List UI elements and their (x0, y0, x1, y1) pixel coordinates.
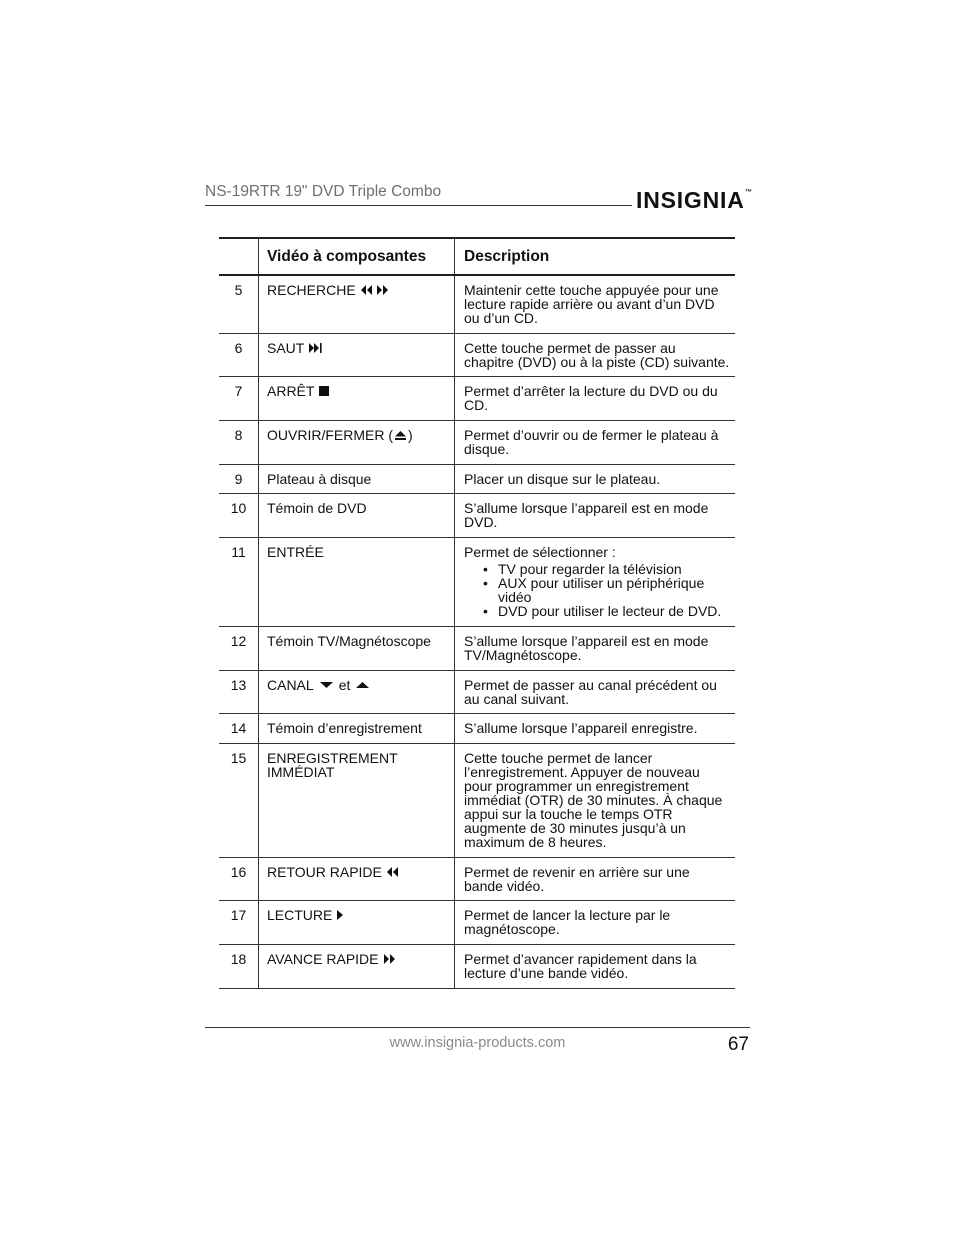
table-row (219, 276, 735, 334)
fast-forward-icon (377, 285, 388, 295)
play-icon (337, 910, 343, 920)
table-row (219, 671, 735, 715)
skip-next-icon (309, 343, 322, 353)
stop-icon (319, 386, 329, 396)
description: Cette touche permet de passer au chapitre (DVD) ou à la piste (CD) suivante. (454, 334, 735, 377)
item-number: 6 (234, 339, 243, 356)
label-text: RECHERCHE (267, 282, 356, 298)
item-number: 8 (234, 427, 243, 444)
item-number: 18 (230, 950, 247, 967)
table-body (219, 276, 735, 989)
description: Placer un disque sur le plateau. (454, 465, 735, 494)
footer-url: www.insignia-products.com (389, 1035, 566, 1051)
label-text: Plateau à disque (267, 470, 372, 487)
bullet-item: • TV pour regarder la télévision (498, 562, 731, 576)
description: Cette touche permet de lancer l’enregistrement. Appuyer de nouveau pour programmer un enregistrement immédiat (OTR) de 30 minutes. À chaque appui sur la touche le temps OTR augmente de 30 minutes jusqu’à un maximum de 8 heures. (454, 744, 735, 857)
item-number: 15 (230, 749, 247, 766)
description: S’allume lorsque l’appareil est en mode DVD. (454, 494, 735, 537)
label-text: AVANCE RAPIDE (267, 950, 379, 967)
label-text: ENREGISTREMENT IMMÉDIAT (267, 749, 398, 780)
description: S’allume lorsque l’appareil enregistre. (454, 714, 735, 743)
channel-up-icon (356, 682, 369, 688)
label-text: et (338, 676, 351, 693)
description-intro: Permet de sélectionner : (464, 544, 616, 561)
channel-down-icon (320, 682, 333, 688)
header-component: Vidéo à composantes (258, 239, 454, 274)
table-row (219, 945, 735, 989)
label-text: ) (408, 427, 413, 444)
item-number: 9 (234, 470, 243, 487)
label-text: RETOUR RAPIDE (267, 863, 382, 880)
label-text: LECTURE (267, 907, 333, 924)
rewind-icon (361, 285, 372, 295)
header-description: Description (454, 239, 735, 274)
table-row (219, 744, 735, 858)
component-label (258, 494, 454, 537)
header-number-cell (219, 239, 258, 274)
component-label (258, 276, 454, 333)
document-title: NS-19RTR 19" DVD Triple Combo (205, 183, 442, 200)
fast-forward-icon (384, 954, 395, 964)
description: S’allume lorsque l’appareil est en mode TV/Magnétoscope. (454, 627, 735, 670)
item-number: 17 (230, 907, 247, 924)
item-number: 12 (230, 632, 247, 649)
brand-logo: INSIGNIA (636, 187, 745, 213)
page-number: 67 (727, 1034, 749, 1055)
trademark-mark: ™ (745, 189, 752, 196)
item-number: 11 (231, 544, 246, 561)
components-table (219, 237, 735, 989)
label-text: Témoin d’enregistrement (267, 720, 422, 737)
component-label (258, 945, 454, 988)
bullet-item: • DVD pour utiliser le lecteur de DVD. (498, 604, 731, 618)
description (454, 538, 735, 626)
description: Permet de lancer la lecture par le magnétoscope. (454, 901, 735, 944)
rewind-icon (387, 867, 398, 877)
table-row (219, 627, 735, 671)
bullet-item: • AUX pour utiliser un périphérique vidéo (498, 576, 731, 604)
label-text: SAUT (267, 339, 305, 356)
component-label (258, 627, 454, 670)
bullet-list (464, 562, 731, 618)
item-number: 13 (230, 676, 247, 693)
component-label (258, 744, 454, 857)
component-label (258, 421, 454, 464)
footer-rule (205, 1027, 750, 1028)
table-row (219, 858, 735, 902)
item-number: 10 (230, 500, 247, 517)
label-text: CANAL (267, 676, 314, 693)
table-row (219, 538, 735, 627)
label-text: Témoin de DVD (267, 500, 367, 517)
eject-icon (395, 431, 406, 440)
header-rule (205, 205, 632, 206)
label-text: Témoin TV/Magnétoscope (267, 632, 431, 649)
component-label (258, 714, 454, 743)
description: Maintenir cette touche appuyée pour une lecture rapide arrière ou avant d’un DVD ou d’un CD. (454, 276, 735, 333)
description: Permet d’ouvrir ou de fermer le plateau à disque. (454, 421, 735, 464)
label-text: OUVRIR/FERMER ( (267, 427, 393, 444)
table-header (219, 237, 735, 276)
table-row (219, 901, 735, 945)
description: Permet de passer au canal précédent ou au canal suivant. (454, 671, 735, 714)
component-label (258, 377, 454, 420)
table-row (219, 377, 735, 421)
component-label (258, 334, 454, 377)
item-number: 16 (230, 863, 247, 880)
component-label (258, 858, 454, 901)
table-row (219, 465, 735, 495)
component-label (258, 538, 454, 626)
description: Permet d’arrêter la lecture du DVD ou du CD. (454, 377, 735, 420)
description: Permet de revenir en arrière sur une bande vidéo. (454, 858, 735, 901)
component-label (258, 901, 454, 944)
item-number: 14 (230, 720, 247, 737)
component-label (258, 671, 454, 714)
description: Permet d’avancer rapidement dans la lecture d’une bande vidéo. (454, 945, 735, 988)
table-row (219, 714, 735, 744)
table-row (219, 334, 735, 378)
table-row (219, 494, 735, 538)
label-text: ENTRÉE (267, 544, 324, 561)
item-number: 5 (234, 282, 243, 298)
item-number: 7 (234, 383, 243, 400)
label-text: ARRÊT (267, 383, 315, 400)
component-label (258, 465, 454, 494)
table-row (219, 421, 735, 465)
